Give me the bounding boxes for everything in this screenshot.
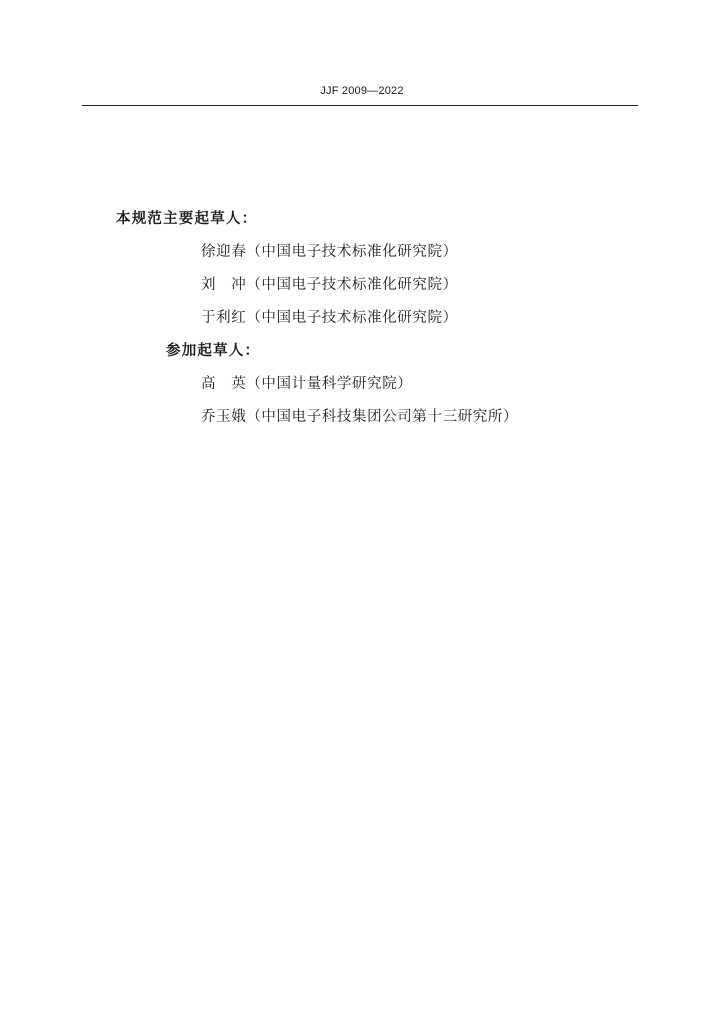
header-divider: [82, 105, 638, 106]
drafter-affiliation: （中国电子技术标准化研究院）: [246, 244, 458, 260]
drafter-entry: [201, 273, 458, 294]
participant-affiliation: （中国计量科学研究院）: [246, 376, 413, 392]
drafter-affiliation: （中国电子技术标准化研究院）: [246, 310, 458, 326]
drafter-name: 刘 冲: [201, 277, 247, 293]
drafter-entry: [201, 240, 458, 261]
participating-drafters-heading: 参加起草人：: [166, 343, 261, 359]
drafter-affiliation: （中国电子技术标准化研究院）: [246, 277, 458, 293]
drafter-name: 徐迎春: [201, 244, 247, 260]
participant-name: 乔玉娥: [201, 409, 247, 425]
participant-name: 高 英: [201, 376, 247, 392]
participant-affiliation: （中国电子科技集团公司第十三研究所）: [246, 409, 519, 425]
participant-entry: [201, 372, 412, 393]
main-drafters-heading: 本规范主要起草人：: [116, 211, 258, 227]
drafter-entry: [201, 306, 458, 327]
participant-entry: [201, 405, 518, 426]
drafter-name: 于利红: [201, 310, 247, 326]
standard-code: JJF 2009—2022: [320, 85, 404, 97]
